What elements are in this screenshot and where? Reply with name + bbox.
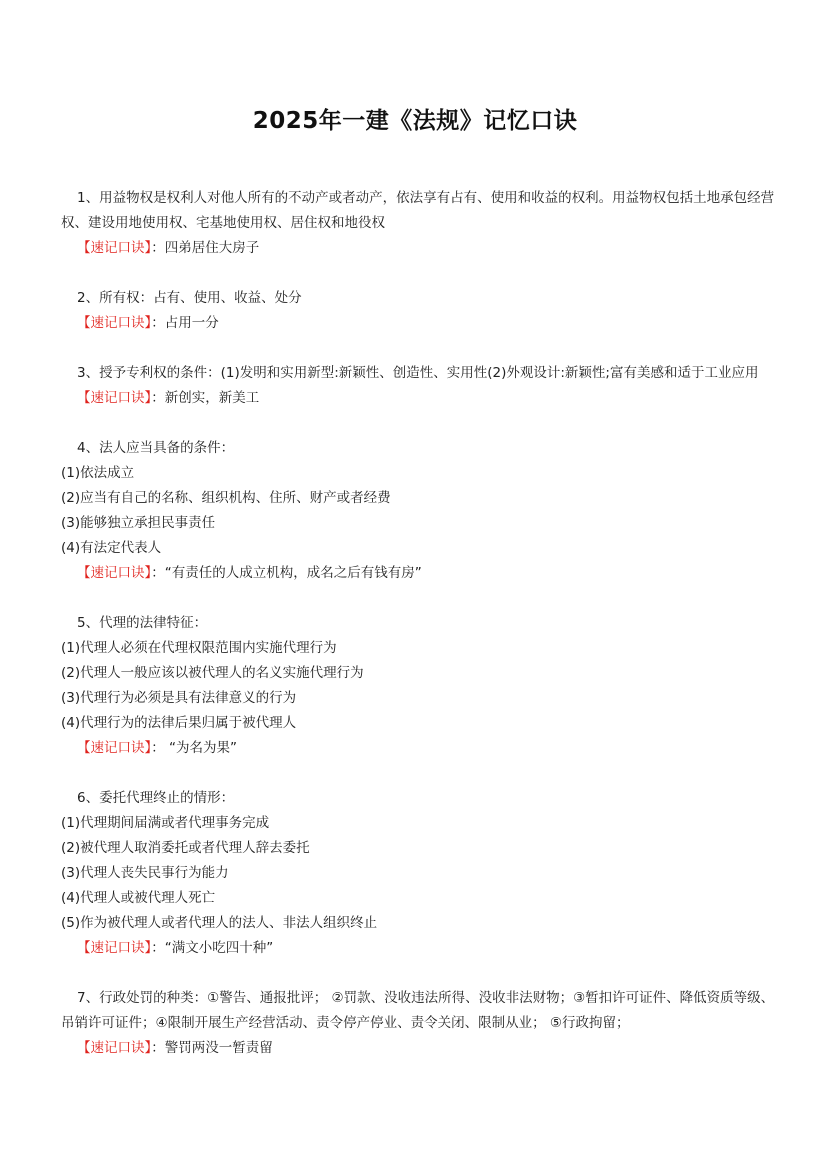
mnemonic-line xyxy=(61,311,787,336)
mnemonic-text: ：警罚两没一暂责留 xyxy=(151,1040,273,1056)
section-5 xyxy=(61,611,787,761)
mnemonic-text: ：新创实，新美工 xyxy=(151,390,260,406)
mnemonic-text: ：占用一分 xyxy=(151,315,219,331)
section-6 xyxy=(61,786,787,961)
mnemonic-text: ：“满文小吃四十种” xyxy=(151,940,274,956)
mnemonic-text: ：四弟居住大房子 xyxy=(151,240,260,256)
mnemonic-label: 【速记口诀】 xyxy=(77,390,152,406)
section-4 xyxy=(61,436,787,586)
mnemonic-text: ： “为名为果” xyxy=(151,740,238,756)
mnemonic-label: 【速记口诀】 xyxy=(77,740,152,756)
list-item: (2)应当有自己的名称、组织机构、住所、财产或者经费 xyxy=(61,490,391,506)
list-item: (4)代理行为的法律后果归属于被代理人 xyxy=(61,715,297,731)
mnemonic-line xyxy=(61,936,787,961)
mnemonic-text: ：“有责任的人成立机构，成名之后有钱有房” xyxy=(151,565,422,581)
section-1 xyxy=(61,186,787,261)
section-7 xyxy=(61,986,787,1061)
list-item: (3)代理行为必须是具有法律意义的行为 xyxy=(61,690,297,706)
section-intro: 4、法人应当具备的条件： xyxy=(77,440,235,456)
section-2 xyxy=(61,286,787,336)
mnemonic-line xyxy=(61,386,787,411)
section-intro: 6、委托代理终止的情形： xyxy=(77,790,235,806)
list-item: (4)有法定代表人 xyxy=(61,540,162,556)
list-item: (3)代理人丧失民事行为能力 xyxy=(61,865,229,881)
list-item: (5)作为被代理人或者代理人的法人、非法人组织终止 xyxy=(61,915,378,931)
section-intro: 2、所有权：占有、使用、收益、处分 xyxy=(77,290,302,306)
document-title: 2025年一建《法规》记忆口诀 xyxy=(252,108,578,134)
list-item: (1)依法成立 xyxy=(61,465,135,481)
mnemonic-line xyxy=(61,736,787,761)
mnemonic-line xyxy=(61,1036,787,1061)
section-intro: 3、授予专利权的条件：(1)发明和实用新型:新颖性、创造性、实用性(2)外观设计:新颖性;富有美感和适于工业应用 xyxy=(77,365,759,381)
section-3 xyxy=(61,361,787,411)
list-item: (1)代理人必须在代理权限范围内实施代理行为 xyxy=(61,640,337,656)
mnemonic-line xyxy=(61,561,787,586)
mnemonic-label: 【速记口诀】 xyxy=(77,240,152,256)
list-item: (2)代理人一般应该以被代理人的名义实施代理行为 xyxy=(61,665,364,681)
mnemonic-line xyxy=(61,236,787,261)
list-item: (4)代理人或被代理人死亡 xyxy=(61,890,216,906)
mnemonic-label: 【速记口诀】 xyxy=(77,315,152,331)
mnemonic-label: 【速记口诀】 xyxy=(77,940,152,956)
document-body xyxy=(61,186,787,1086)
mnemonic-label: 【速记口诀】 xyxy=(77,565,152,581)
list-item: (3)能够独立承担民事责任 xyxy=(61,515,216,531)
section-intro: 5、代理的法律特征： xyxy=(77,615,208,631)
mnemonic-label: 【速记口诀】 xyxy=(77,1040,152,1056)
list-item: (1)代理期间届满或者代理事务完成 xyxy=(61,815,270,831)
list-item: (2)被代理人取消委托或者代理人辞去委托 xyxy=(61,840,310,856)
section-intro: 7、行政处罚的种类：①警告、通报批评； ②罚款、没收违法所得、没收非法财物；③暂扣许可证件、降低资质等级、吊销许可证件；④限制开展生产经营活动、责令停产停业、责令关闭、限制从业； ⑤行政拘留； xyxy=(61,990,775,1031)
section-intro: 1、用益物权是权利人对他人所有的不动产或者动产，依法享有占有、使用和收益的权利。用益物权包括土地承包经营权、建设用地使用权、宅基地使用权、居住权和地役权 xyxy=(61,190,775,231)
